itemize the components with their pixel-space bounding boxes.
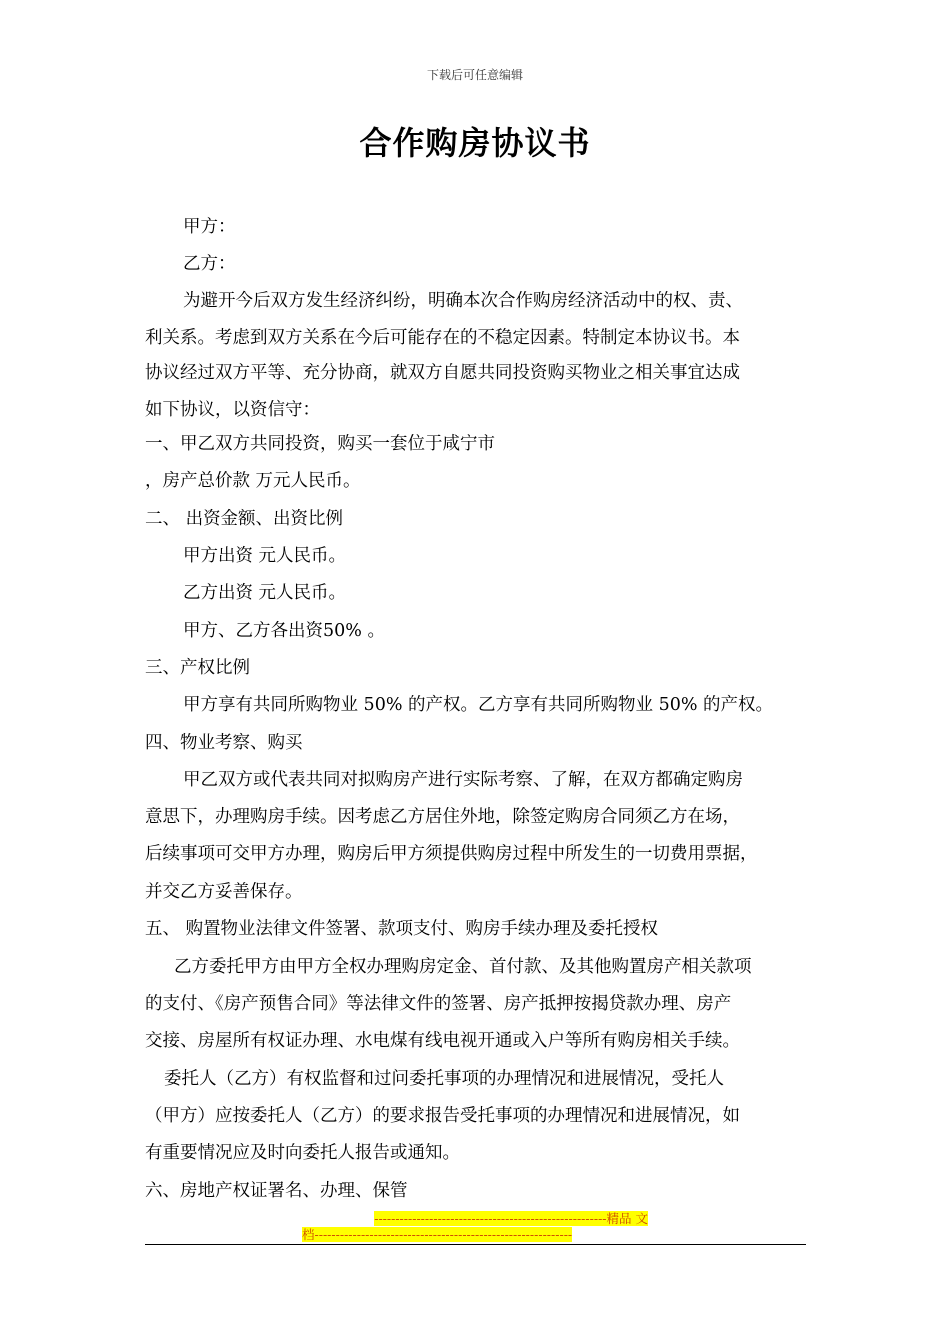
paragraph-line: （甲方）应按委托人（乙方）的要求报告受托事项的办理情况和进展情况，如	[145, 1106, 740, 1126]
paragraph-line: 甲乙双方或代表共同对拟购房产进行实际考察、了解，在双方都确定购房	[183, 770, 743, 790]
paragraph-line: 协议经过双方平等、充分协商，就双方自愿共同投资购买物业之相关事宜达成	[145, 363, 740, 383]
header-note: 下载后可任意编辑	[426, 68, 523, 82]
section-heading-1: 一、甲乙双方共同投资，购买一套位于咸宁市	[145, 434, 495, 454]
footer-line-2: 档-------------------------------------------------------------	[302, 1227, 573, 1242]
paragraph-line: 后续事项可交甲方办理，购房后甲方须提供购房过程中所发生的一切费用票据，	[145, 844, 758, 864]
section-heading-6: 六、房地产权证署名、办理、保管	[145, 1181, 408, 1201]
paragraph-line: ，房产总价款 万元人民币。	[145, 471, 361, 491]
paragraph-line: 甲方享有共同所购物业 50% 的产权。乙方享有共同所购物业 50% 的产权。	[183, 695, 774, 715]
footer-line-1: -------------------------------------------------------精品 文	[374, 1211, 648, 1226]
document-title: 合作购房协议书	[359, 124, 591, 162]
paragraph-line: 的支付、《房产预售合同》等法律文件的签署、房产抵押按揭贷款办理、房产	[145, 994, 732, 1014]
footer-divider	[145, 1244, 806, 1245]
paragraph-line: 为避开今后双方发生经济纠纷，明确本次合作购房经济活动中的权、责、	[183, 291, 743, 311]
paragraph-line: 委托人（乙方）有权监督和过问委托事项的办理情况和进展情况，受托人	[164, 1069, 724, 1089]
paragraph-line: 乙方出资 元人民币。	[183, 583, 347, 603]
paragraph-line: 有重要情况应及时向委托人报告或通知。	[145, 1143, 460, 1163]
section-heading-3: 三、产权比例	[145, 658, 250, 678]
section-heading-4: 四、物业考察、购买	[145, 733, 303, 753]
paragraph-line: 如下协议，以资信守：	[145, 400, 320, 420]
paragraph-line: 利关系。考虑到双方关系在今后可能存在的不稳定因素。特制定本协议书。本	[145, 328, 740, 348]
paragraph-line: 并交乙方妥善保存。	[145, 882, 303, 902]
paragraph-line: 交接、房屋所有权证办理、水电煤有线电视开通或入户等所有购房相关手续。	[145, 1031, 740, 1051]
footer-watermark	[302, 1211, 648, 1243]
party-b-line: 乙方：	[183, 254, 236, 274]
paragraph-line: 甲方、乙方各出资50% 。	[183, 621, 385, 641]
paragraph-line: 甲方出资 元人民币。	[183, 546, 347, 566]
party-a-line: 甲方：	[183, 217, 236, 237]
paragraph-line: 意思下，办理购房手续。因考虑乙方居住外地，除签定购房合同须乙方在场，	[145, 807, 740, 827]
section-heading-2: 二、 出资金额、出资比例	[145, 509, 344, 529]
paragraph-line: 乙方委托甲方由甲方全权办理购房定金、首付款、及其他购置房产相关款项	[174, 957, 752, 977]
section-heading-5: 五、 购置物业法律文件签署、款项支付、购房手续办理及委托授权	[145, 919, 659, 939]
